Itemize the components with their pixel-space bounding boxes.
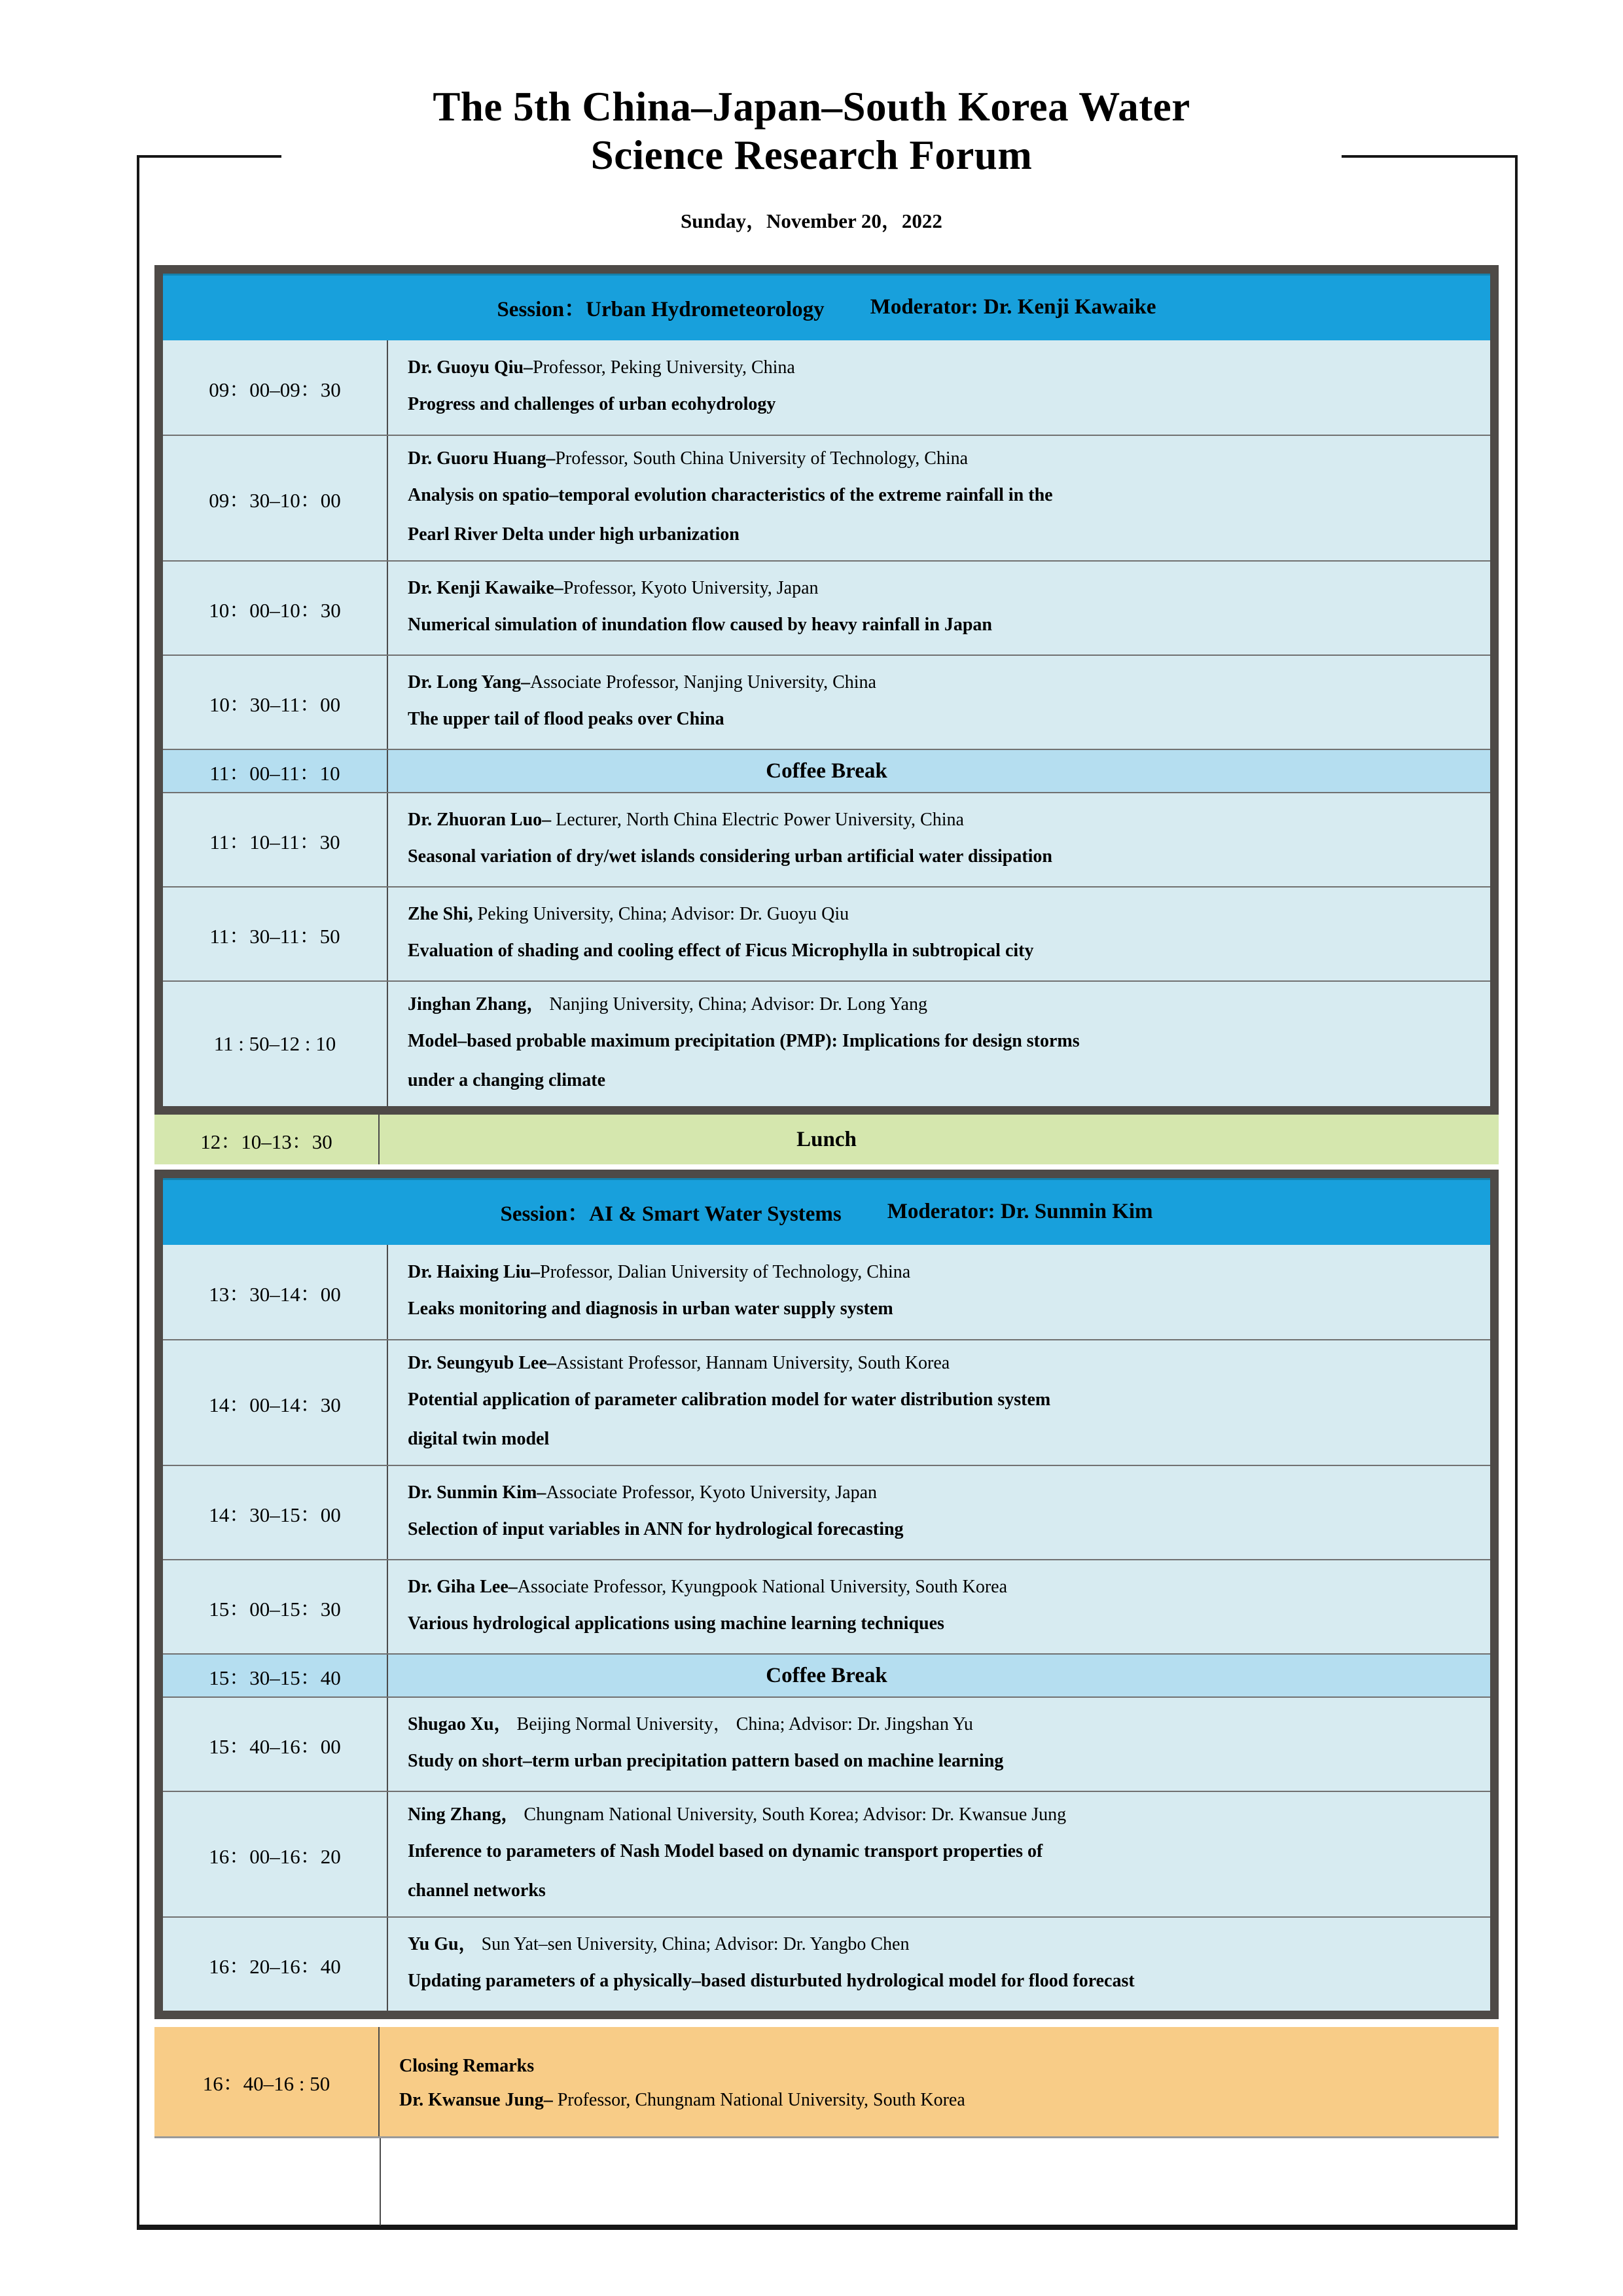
speaker-affiliation: Professor, Dalian University of Technology, China: [540, 1262, 911, 1282]
speaker-line: [408, 994, 1464, 1016]
page-title-line-1: The 5th China–Japan–South Korea Water: [433, 84, 1190, 130]
speaker-line: [408, 672, 1464, 694]
speaker-affiliation: Peking University, China; Advisor: Dr. Guoyu Qiu: [473, 904, 849, 924]
time-column-rule: [380, 2138, 381, 2225]
time-slot: 11：00–11：10: [163, 750, 388, 792]
speaker-affiliation: Associate Professor, Kyoto University, Japan: [546, 1482, 877, 1503]
talk-title: Potential application of parameter calibration model for water distribution system: [408, 1390, 1051, 1410]
coffee-break-row: [163, 1653, 1490, 1696]
table-row: [163, 980, 1490, 1106]
speaker-name: Dr. Guoyu Qiu–: [408, 357, 533, 378]
speaker-name: Dr. Kwansue Jung–: [399, 2089, 553, 2110]
talk-title: Inference to parameters of Nash Model based on dynamic transport properties of: [408, 1841, 1043, 1861]
talk-title: Pearl River Delta under high urbanization: [408, 524, 740, 545]
talk-title: Study on short–term urban precipitation pattern based on machine learning: [408, 1751, 1004, 1771]
speaker-name: Dr. Long Yang–: [408, 672, 530, 692]
speaker-line: [408, 1352, 1464, 1374]
break-cell: [388, 750, 1490, 792]
break-label: Coffee Break: [766, 759, 887, 783]
time-slot: 16：40–16 : 50: [154, 2027, 380, 2136]
speaker-name: Jinghan Zhang，: [408, 994, 545, 1014]
page-title-line-2: Science Research Forum: [590, 132, 1033, 178]
time-slot: 14：30–15：00: [163, 1466, 388, 1559]
talk-cell: [388, 793, 1490, 886]
speaker-affiliation: Sun Yat–sen University, China; Advisor: Dr. Yangbo Chen: [476, 1934, 910, 1954]
speaker-line: [408, 1261, 1464, 1283]
session-1-title: Session：Urban Hydrometeorology: [497, 297, 825, 321]
time-slot: 11：30–11：50: [163, 888, 388, 980]
speaker-line: [408, 903, 1464, 925]
talk-title: channel networks: [408, 1880, 546, 1901]
speaker-line: [408, 1933, 1464, 1956]
talk-cell: [388, 982, 1490, 1106]
talk-cell: [388, 1918, 1490, 2011]
session-1-table: [154, 265, 1499, 1115]
table-row: [163, 1465, 1490, 1559]
event-date: Sunday，November 20，2022: [681, 209, 942, 232]
speaker-name: Dr. Guoru Huang–: [408, 448, 556, 469]
closing-remarks-row: [154, 2027, 1499, 2138]
time-slot: 15：40–16：00: [163, 1698, 388, 1791]
break-cell: [388, 1655, 1490, 1696]
talk-title: Model–based probable maximum precipitation (PMP): Implications for design storms: [408, 1031, 1080, 1051]
table-row: [163, 886, 1490, 980]
speaker-name: Dr. Kenji Kawaike–: [408, 578, 563, 598]
lunch-row: [154, 1115, 1499, 1164]
speaker-name: Dr. Haixing Liu–: [408, 1262, 541, 1282]
talk-title: Updating parameters of a physically–based disturbuted hydrological model for flood forecast: [408, 1971, 1135, 1991]
speaker-line: [399, 2089, 1472, 2111]
session-2-header: [163, 1178, 1490, 1245]
talk-cell: [388, 1340, 1490, 1465]
coffee-break-row: [163, 749, 1490, 792]
speaker-name: Dr. Zhuoran Luo–: [408, 810, 552, 830]
speaker-affiliation: Professor, Peking University, China: [533, 357, 795, 378]
time-slot: 10：00–10：30: [163, 562, 388, 655]
speaker-affiliation: Assistant Professor, Hannam University, South Korea: [556, 1353, 950, 1373]
talk-cell: [388, 1466, 1490, 1559]
talk-title: under a changing climate: [408, 1070, 606, 1090]
time-slot: 11：10–11：30: [163, 793, 388, 886]
talk-cell: [388, 1792, 1490, 1916]
table-row: [163, 340, 1490, 435]
speaker-line: [408, 448, 1464, 470]
talk-title: digital twin model: [408, 1429, 550, 1449]
speaker-name: Dr. Sunmin Kim–: [408, 1482, 546, 1503]
spacer: [154, 1164, 1499, 1170]
time-slot: 16：00–16：20: [163, 1792, 388, 1916]
talk-cell: [388, 656, 1490, 749]
speaker-line: [408, 809, 1464, 831]
talk-cell: [388, 1245, 1490, 1339]
time-slot: 14：00–14：30: [163, 1340, 388, 1465]
talk-title: Progress and challenges of urban ecohydrology: [408, 394, 776, 414]
session-2-title: Session：AI & Smart Water Systems: [500, 1202, 842, 1226]
speaker-affiliation: Beijing Normal University， China; Advisor: Dr. Jingshan Yu: [512, 1714, 973, 1734]
speaker-line: [408, 577, 1464, 600]
talk-title: Selection of input variables in ANN for hydrological forecasting: [408, 1519, 904, 1539]
speaker-name: Yu Gu，: [408, 1934, 477, 1954]
talk-title: Evaluation of shading and cooling effect of Ficus Microphylla in subtropical city: [408, 941, 1034, 961]
speaker-name: Shugao Xu，: [408, 1714, 512, 1734]
speaker-name: Dr. Seungyub Lee–: [408, 1353, 556, 1373]
talk-cell: [388, 340, 1490, 435]
talk-title: The upper tail of flood peaks over China: [408, 709, 724, 729]
time-slot: 12：10–13：30: [154, 1115, 380, 1164]
table-tail: [154, 2138, 1499, 2225]
speaker-affiliation: Associate Professor, Nanjing University, China: [529, 672, 876, 692]
session-2-table: [154, 1170, 1499, 2019]
speaker-line: [408, 1576, 1464, 1598]
speaker-affiliation: Professor, South China University of Technology, China: [555, 448, 969, 469]
document-header: [281, 82, 1342, 236]
closing-cell: [380, 2027, 1499, 2136]
speaker-affiliation: Professor, Chungnam National University, South Korea: [552, 2089, 965, 2110]
speaker-name: Ning Zhang，: [408, 1804, 520, 1825]
break-label: Coffee Break: [766, 1663, 887, 1687]
table-row: [163, 435, 1490, 560]
lunch-label: Lunch: [796, 1127, 857, 1151]
table-row: [163, 1696, 1490, 1791]
table-row: [163, 560, 1490, 655]
time-slot: 09：30–10：00: [163, 436, 388, 560]
speaker-affiliation: Professor, Kyoto University, Japan: [563, 578, 819, 598]
time-slot: 13：30–14：00: [163, 1245, 388, 1339]
talk-title: Numerical simulation of inundation flow caused by heavy rainfall in Japan: [408, 615, 993, 635]
time-slot: 11 : 50–12 : 10: [163, 982, 388, 1106]
talk-title: Seasonal variation of dry/wet islands considering urban artificial water dissipation: [408, 846, 1052, 867]
schedule: [154, 265, 1499, 2225]
time-slot: 09：00–09：30: [163, 340, 388, 435]
speaker-name: Zhe Shi,: [408, 904, 473, 924]
speaker-line: [408, 1482, 1464, 1504]
speaker-line: [408, 1804, 1464, 1826]
time-slot: 15：30–15：40: [163, 1655, 388, 1696]
talk-cell: [388, 562, 1490, 655]
spacer: [154, 2019, 1499, 2027]
table-row: [163, 1916, 1490, 2011]
table-row: [163, 1245, 1490, 1339]
speaker-line: [408, 357, 1464, 379]
speaker-name: Dr. Giha Lee–: [408, 1577, 518, 1597]
talk-cell: [388, 1560, 1490, 1653]
table-row: [163, 1339, 1490, 1465]
closing-label: Closing Remarks: [399, 2055, 535, 2076]
speaker-line: [408, 1713, 1464, 1736]
time-slot: 15：00–15：30: [163, 1560, 388, 1653]
speaker-affiliation: Associate Professor, Kyungpook National University, South Korea: [517, 1577, 1008, 1597]
table-row: [163, 655, 1490, 749]
talk-title: Analysis on spatio–temporal evolution characteristics of the extreme rainfall in the: [408, 485, 1053, 505]
session-1-moderator: Moderator: Dr. Kenji Kawaike: [870, 295, 1156, 319]
speaker-affiliation: Nanjing University, China; Advisor: Dr. Long Yang: [544, 994, 927, 1014]
break-cell: [380, 1115, 1499, 1164]
session-1-header: [163, 274, 1490, 340]
time-slot: 10：30–11：00: [163, 656, 388, 749]
talk-cell: [388, 888, 1490, 980]
time-slot: 16：20–16：40: [163, 1918, 388, 2011]
speaker-affiliation: Lecturer, North China Electric Power University, China: [551, 810, 964, 830]
speaker-affiliation: Chungnam National University, South Korea; Advisor: Dr. Kwansue Jung: [519, 1804, 1067, 1825]
talk-cell: [388, 1698, 1490, 1791]
talk-title: Various hydrological applications using machine learning techniques: [408, 1613, 944, 1634]
table-row: [163, 1791, 1490, 1916]
table-row: [163, 1559, 1490, 1653]
talk-title: Leaks monitoring and diagnosis in urban water supply system: [408, 1299, 893, 1319]
table-row: [163, 792, 1490, 886]
session-2-moderator: Moderator: Dr. Sunmin Kim: [887, 1199, 1153, 1223]
talk-cell: [388, 436, 1490, 560]
